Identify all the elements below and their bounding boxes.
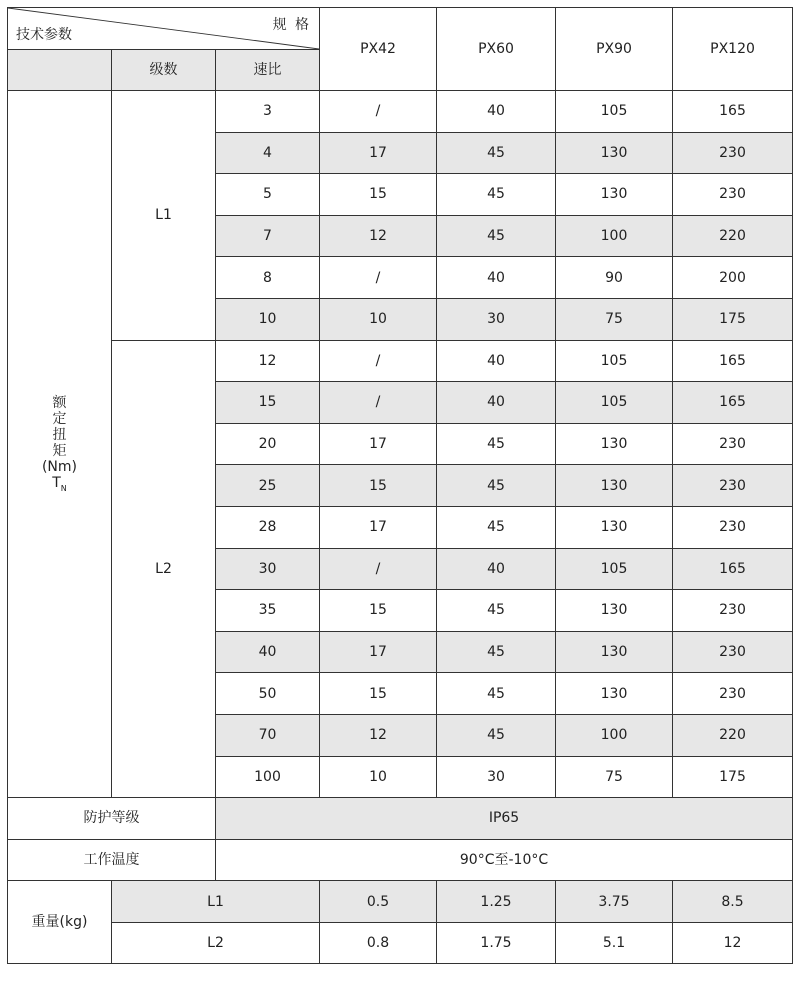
torque-value-cell: 130 [556,423,673,465]
weight-row [8,922,793,964]
ratio-cell: 70 [216,714,320,756]
model-header-px90: PX90 [556,8,673,91]
torque-value-cell: 165 [673,91,793,133]
spec-table [7,7,793,964]
torque-value-cell: 17 [320,506,437,548]
torque-unit: (Nm) [41,459,78,476]
torque-value-cell: 130 [556,465,673,507]
torque-value-cell: 40 [437,382,556,424]
torque-value-cell: 17 [320,423,437,465]
corner-label-spec: 规 格 [272,17,312,33]
model-header-px42: PX42 [320,8,437,91]
torque-value-cell: 130 [556,631,673,673]
torque-value-cell: 40 [437,91,556,133]
torque-value-cell: 15 [320,174,437,216]
torque-value-cell: 230 [673,174,793,216]
ratio-cell: 5 [216,174,320,216]
torque-value-cell: 105 [556,548,673,590]
torque-value-cell: 165 [673,340,793,382]
torque-value-cell: 45 [437,465,556,507]
torque-value-cell: 130 [556,132,673,174]
weight-value-cell: 0.8 [320,922,437,964]
torque-value-cell: 130 [556,590,673,632]
weight-value-cell: 0.5 [320,881,437,923]
torque-value-cell: 220 [673,215,793,257]
torque-value-cell: 15 [320,673,437,715]
torque-value-cell: 105 [556,382,673,424]
torque-value-cell: 175 [673,298,793,340]
torque-value-cell: / [320,548,437,590]
stage-cell-l1: L1 [112,91,216,341]
ratio-cell: 10 [216,298,320,340]
torque-value-cell: 45 [437,215,556,257]
weight-stage-cell: L2 [112,922,320,964]
torque-label-char: 额 [52,394,67,411]
torque-value-cell: 130 [556,174,673,216]
temperature-row [8,839,793,881]
torque-value-cell: / [320,340,437,382]
torque-value-cell: 12 [320,714,437,756]
torque-value-cell: 100 [556,215,673,257]
torque-label-char: 定 [52,410,67,427]
header-ratio: 速比 [216,50,320,91]
spec-table-wrapper [7,7,793,964]
ratio-cell: 35 [216,590,320,632]
ratio-cell: 100 [216,756,320,798]
torque-value-cell: 130 [556,506,673,548]
torque-row [8,91,793,133]
torque-value-cell: 230 [673,506,793,548]
torque-value-cell: 45 [437,714,556,756]
weight-value-cell: 1.25 [437,881,556,923]
ratio-cell: 25 [216,465,320,507]
torque-value-cell: 30 [437,756,556,798]
torque-value-cell: 230 [673,590,793,632]
model-header-px120: PX120 [673,8,793,91]
torque-value-cell: 45 [437,631,556,673]
torque-label-char: 扭 [52,427,67,443]
header-blank-cell [8,50,112,91]
ratio-cell: 4 [216,132,320,174]
weight-value-cell: 8.5 [673,881,793,923]
ratio-cell: 20 [216,423,320,465]
torque-value-cell: 45 [437,423,556,465]
torque-value-cell: 175 [673,756,793,798]
torque-value-cell: 45 [437,673,556,715]
torque-value-cell: 10 [320,756,437,798]
weight-value-cell: 1.75 [437,922,556,964]
ratio-cell: 12 [216,340,320,382]
torque-value-cell: 130 [556,673,673,715]
torque-value-cell: 90 [556,257,673,299]
torque-value-cell: 45 [437,506,556,548]
torque-value-cell: / [320,91,437,133]
torque-value-cell: 165 [673,548,793,590]
torque-value-cell: / [320,382,437,424]
stage-cell-l2: L2 [112,340,216,798]
ratio-cell: 50 [216,673,320,715]
torque-value-cell: 230 [673,132,793,174]
torque-value-cell: 30 [437,298,556,340]
model-header-px60: PX60 [437,8,556,91]
corner-label-params: 技术参数 [16,26,72,43]
torque-value-cell: 15 [320,590,437,632]
torque-value-cell: 165 [673,382,793,424]
protection-label: 防护等级 [8,798,216,840]
header-corner-cell [8,8,320,50]
weight-value-cell: 5.1 [556,922,673,964]
torque-value-cell: 15 [320,465,437,507]
spec-table-body [8,8,793,964]
torque-value-cell: 40 [437,340,556,382]
torque-value-cell: 45 [437,590,556,632]
torque-symbol-sub: N [60,484,67,494]
weight-value-cell: 3.75 [556,881,673,923]
torque-value-cell: 230 [673,465,793,507]
ratio-cell: 3 [216,91,320,133]
torque-value-cell: 40 [437,257,556,299]
torque-value-cell: 230 [673,673,793,715]
header-row-1 [8,8,793,50]
ratio-cell: 40 [216,631,320,673]
weight-row [8,881,793,923]
torque-value-cell: 17 [320,132,437,174]
ratio-cell: 7 [216,215,320,257]
torque-value-cell: 100 [556,714,673,756]
torque-value-cell: / [320,257,437,299]
torque-value-cell: 105 [556,340,673,382]
weight-stage-cell: L1 [112,881,320,923]
torque-value-cell: 75 [556,756,673,798]
torque-value-cell: 200 [673,257,793,299]
torque-value-cell: 75 [556,298,673,340]
ratio-cell: 8 [216,257,320,299]
weight-label: 重量(kg) [8,881,112,964]
weight-value-cell: 12 [673,922,793,964]
header-stage: 级数 [112,50,216,91]
torque-label-cell [8,91,112,798]
torque-value-cell: 230 [673,423,793,465]
torque-value-cell: 45 [437,132,556,174]
torque-symbol [8,475,111,493]
torque-value-cell: 105 [556,91,673,133]
temperature-label: 工作温度 [8,839,216,881]
torque-value-cell: 17 [320,631,437,673]
torque-value-cell: 230 [673,631,793,673]
torque-value-cell: 45 [437,174,556,216]
torque-value-cell: 40 [437,548,556,590]
torque-value-cell: 10 [320,298,437,340]
torque-label-char: 矩 [52,443,67,460]
torque-row [8,340,793,382]
torque-value-cell: 220 [673,714,793,756]
ratio-cell: 30 [216,548,320,590]
protection-value: IP65 [216,798,793,840]
torque-symbol-main: T [52,475,61,492]
protection-row [8,798,793,840]
ratio-cell: 28 [216,506,320,548]
ratio-cell: 15 [216,382,320,424]
temperature-value: 90°C至-10°C [216,839,793,881]
torque-value-cell: 12 [320,215,437,257]
